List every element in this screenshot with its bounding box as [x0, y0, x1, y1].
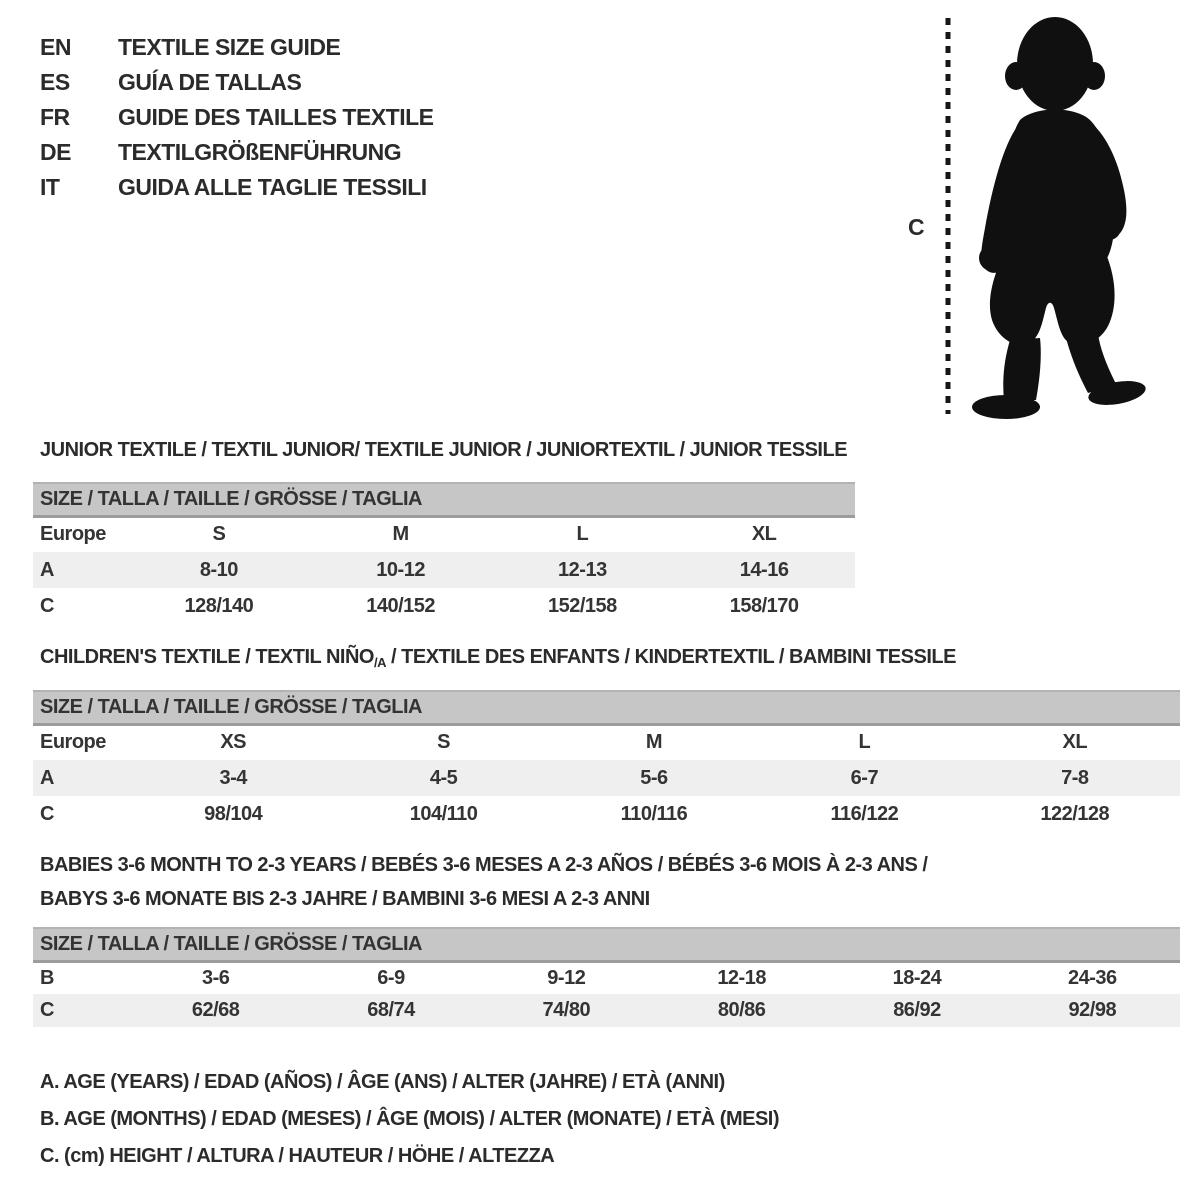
size-cell: 104/110	[409, 802, 478, 825]
language-row	[40, 65, 434, 100]
footnotes-block	[40, 1064, 779, 1175]
size-cell: 140/152	[366, 594, 436, 617]
section-title-babies	[40, 848, 927, 916]
table-row	[33, 796, 1180, 832]
section-title-line	[40, 882, 927, 916]
row-label: Europe	[40, 731, 106, 754]
size-cell: 3-6	[201, 966, 230, 989]
size-cell: 68/74	[303, 994, 478, 1027]
language-row	[40, 135, 434, 170]
size-cell: 110/116	[620, 802, 688, 825]
size-cell: 8-10	[128, 552, 310, 588]
size-cell: 128/140	[184, 594, 254, 617]
section-title-children	[40, 640, 956, 680]
section-title-line	[40, 848, 927, 882]
footnote-line: A. AGE (YEARS) / EDAD (AÑOS) / ÂGE (ANS) / ALTER (JAHRE) / ETÀ (ANNI)	[40, 1071, 725, 1093]
size-cell: XL	[751, 523, 777, 546]
language-title-block	[40, 30, 434, 205]
table-row	[33, 961, 1180, 994]
size-cell: 80/86	[654, 994, 829, 1027]
toddler-body	[972, 17, 1147, 419]
language-code: IT	[40, 174, 60, 200]
table-header-row	[33, 691, 1180, 724]
language-guide-title: GUÍA DE TALLAS	[118, 69, 302, 95]
size-cell: 7-8	[970, 760, 1180, 796]
size-cell: 10-12	[310, 552, 492, 588]
child-height-figure	[890, 8, 1160, 422]
size-cell: M	[645, 731, 663, 754]
table-row	[33, 588, 855, 624]
table-header: SIZE / TALLA / TAILLE / GRÖSSE / TAGLIA	[33, 928, 1180, 961]
footnote-line: C. (cm) HEIGHT / ALTURA / HAUTEUR / HÖHE / ALTEZZA	[40, 1145, 555, 1167]
language-code: FR	[40, 104, 70, 130]
language-guide-title: TEXTILGRÖßENFÜHRUNG	[118, 139, 402, 165]
row-label: A	[33, 760, 128, 796]
size-cell: 3-4	[128, 760, 338, 796]
language-guide-title: GUIDA ALLE TAGLIE TESSILI	[118, 174, 427, 200]
footnote-line: B. AGE (MONTHS) / EDAD (MESES) / ÂGE (MOIS) / ALTER (MONATE) / ETÀ (MESI)	[40, 1108, 780, 1130]
section-title-text: BABYS 3-6 MONATE BIS 2-3 JAHRE / BAMBINI 3-6 MESI A 2-3 ANNI	[40, 888, 650, 910]
row-label: A	[33, 552, 128, 588]
size-cell: 5-6	[549, 760, 759, 796]
size-cell: 18-24	[892, 966, 942, 989]
size-cell: 74/80	[479, 994, 654, 1027]
size-cell: 152/158	[547, 594, 617, 617]
language-row	[40, 30, 434, 65]
table-row	[33, 994, 1180, 1027]
size-cell: 116/122	[830, 802, 899, 825]
height-measure-label: C	[908, 214, 925, 240]
section-title-line	[40, 433, 847, 467]
language-code: EN	[40, 34, 71, 60]
language-row	[40, 100, 434, 135]
size-cell: 62/68	[128, 994, 303, 1027]
table-header: SIZE / TALLA / TAILLE / GRÖSSE / TAGLIA	[33, 483, 855, 516]
table-row	[33, 516, 855, 552]
language-row	[40, 170, 434, 205]
size-cell: 6-9	[377, 966, 405, 989]
row-label: Europe	[40, 523, 106, 546]
size-cell: 12-18	[717, 966, 766, 989]
size-cell: 12-13	[492, 552, 674, 588]
section-title-text: BABIES 3-6 MONTH TO 2-3 YEARS / BEBÉS 3-6 MESES A 2-3 AÑOS / BÉBÉS 3-6 MOIS À 2-3 ANS /	[40, 854, 928, 876]
size-cell: 14-16	[673, 552, 855, 588]
section-title-text: CHILDREN'S TEXTILE / TEXTIL NIÑO	[40, 646, 374, 668]
language-guide-title: GUIDE DES TAILLES TEXTILE	[118, 104, 434, 130]
size-cell: 98/104	[204, 802, 263, 825]
size-cell: 9-12	[547, 966, 586, 989]
row-label: C	[33, 994, 128, 1027]
size-cell: 122/128	[1040, 802, 1110, 825]
size-cell: 86/92	[829, 994, 1004, 1027]
size-cell: XS	[220, 731, 247, 754]
section-title-text: / TEXTILE DES ENFANTS / KINDERTEXTIL / BAMBINI TESSILE	[385, 646, 956, 668]
language-code: ES	[40, 69, 70, 95]
table-row	[33, 760, 1180, 796]
size-cell: 6-7	[759, 760, 969, 796]
section-title-text: /A	[373, 655, 386, 670]
size-table-junior	[33, 482, 855, 624]
size-cell: 158/170	[729, 594, 799, 617]
table-row	[33, 552, 855, 588]
size-cell: S	[437, 731, 450, 754]
size-cell: S	[212, 523, 226, 546]
size-table-children	[33, 690, 1180, 832]
language-guide-title: TEXTILE SIZE GUIDE	[118, 34, 341, 60]
size-cell: XL	[1062, 731, 1088, 754]
size-cell: 92/98	[1005, 994, 1180, 1027]
row-label: C	[40, 594, 54, 617]
size-cell: L	[858, 731, 871, 754]
table-row	[33, 724, 1180, 760]
row-label: C	[40, 802, 54, 825]
table-header-row	[33, 928, 1180, 961]
size-cell: M	[392, 523, 409, 546]
size-cell: 4-5	[338, 760, 548, 796]
size-table-babies	[33, 927, 1180, 1027]
section-title-line	[40, 640, 956, 680]
size-cell: L	[576, 523, 589, 546]
toddler-silhouette	[890, 8, 1160, 422]
row-label: B	[40, 966, 54, 989]
size-cell: 24-36	[1067, 966, 1117, 989]
language-code: DE	[40, 139, 71, 165]
table-header: SIZE / TALLA / TAILLE / GRÖSSE / TAGLIA	[33, 691, 1180, 724]
section-title-text: JUNIOR TEXTILE / TEXTIL JUNIOR/ TEXTILE JUNIOR / JUNIORTEXTIL / JUNIOR TESSILE	[40, 439, 848, 461]
table-header-row	[33, 483, 855, 516]
section-title-junior	[40, 433, 847, 467]
